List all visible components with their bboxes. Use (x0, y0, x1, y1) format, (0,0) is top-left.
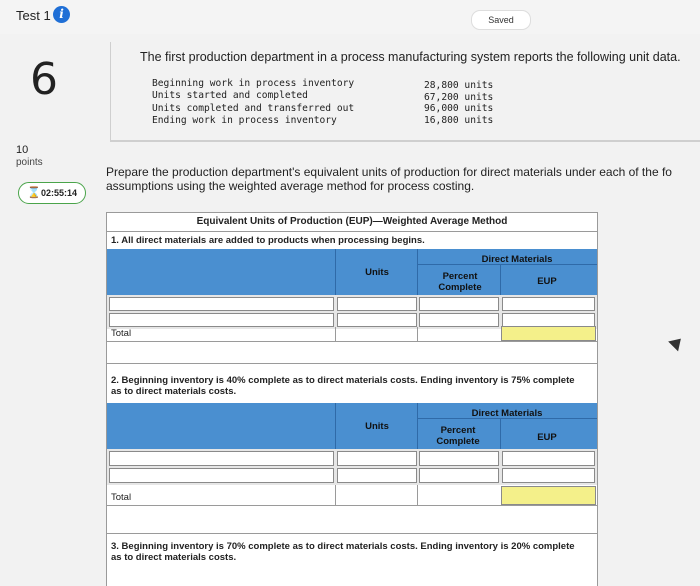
mouse-cursor-icon (668, 334, 686, 352)
direct-materials-header: Direct Materials (481, 254, 553, 265)
row-divider (107, 363, 597, 364)
top-bar (0, 0, 700, 34)
question-bottom-divider (110, 140, 700, 142)
col-divider (417, 327, 418, 341)
total-eup-input[interactable] (501, 326, 596, 341)
row-label-input[interactable] (109, 313, 334, 327)
unit-data-value: 16,800 units (424, 114, 494, 126)
row-label-input[interactable] (109, 297, 334, 311)
hourglass-icon: ⌛ (27, 187, 41, 199)
unit-data-value: 96,000 units (424, 103, 494, 115)
row-label-input[interactable] (109, 468, 334, 483)
timer[interactable] (18, 182, 86, 204)
eup-input[interactable] (502, 451, 595, 466)
percent-input[interactable] (419, 297, 499, 311)
units-header: Units (365, 267, 389, 278)
col-divider (417, 249, 418, 295)
unit-data-value: 67,200 units (424, 91, 494, 103)
part-2-label: 2. Beginning inventory is 40% complete as to direct materials costs. Ending inventory is 75% complete as to direct materials costs. (111, 375, 575, 397)
eup-header: EUP (537, 276, 557, 287)
unit-data-values (424, 80, 493, 126)
eup-input[interactable] (502, 297, 595, 311)
unit-data-label: Units started and completed (152, 90, 308, 102)
total-eup-input[interactable] (501, 486, 596, 505)
col-divider (417, 485, 418, 505)
unit-data-value: 28,800 units (424, 80, 494, 91)
col-divider (335, 327, 336, 341)
row-divider (107, 533, 597, 534)
unit-data-label: Ending work in process inventory (152, 114, 337, 126)
info-icon[interactable]: i (53, 6, 70, 23)
worksheet-title: Equivalent Units of Production (EUP)—Weighted Average Method (107, 213, 597, 232)
percent-complete-header: Percent Complete (436, 425, 480, 447)
row-divider (107, 505, 597, 506)
timer-value: 02:55:14 (41, 188, 78, 198)
units-input[interactable] (337, 297, 417, 311)
unit-data-labels (152, 78, 354, 127)
row-divider (107, 341, 597, 342)
units-input[interactable] (337, 313, 417, 327)
percent-complete-header: Percent Complete (438, 271, 482, 293)
eup-input[interactable] (502, 468, 595, 483)
unit-data-label: Units completed and transferred out (152, 102, 355, 114)
percent-input[interactable] (419, 468, 499, 483)
col-divider (500, 265, 501, 295)
question-prompt (106, 165, 700, 193)
question-number: 6 (30, 54, 58, 105)
percent-input[interactable] (419, 451, 499, 466)
units-header: Units (365, 421, 389, 432)
test-title: Test 1 (16, 8, 51, 23)
total-label: Total (111, 492, 132, 503)
row-label-input[interactable] (109, 451, 334, 466)
part-3-label: 3. Beginning inventory is 70% complete as to direct materials costs. Ending inventory is 20% complete as to direct materials costs. (111, 541, 575, 563)
units-input[interactable] (337, 468, 417, 483)
units-input[interactable] (337, 451, 417, 466)
part-1-label: 1. All direct materials are added to products when processing begins. (111, 235, 425, 246)
col-divider (500, 419, 501, 449)
question-divider (110, 42, 111, 140)
col-divider (335, 403, 336, 449)
unit-data-label: Beginning work in process inventory (152, 78, 355, 89)
percent-input[interactable] (419, 313, 499, 327)
eup-header: EUP (537, 432, 557, 443)
question-prompt-line: assumptions using the weighted average method for process costing. (106, 179, 475, 193)
direct-materials-header: Direct Materials (471, 408, 543, 419)
col-divider (335, 485, 336, 505)
total-label: Total (111, 328, 132, 339)
points-value: 10 (16, 144, 29, 156)
col-divider (335, 249, 336, 295)
question-intro: The first production department in a process manufacturing system reports the following unit data. (140, 50, 681, 64)
points-label: points (16, 157, 43, 168)
saved-status: Saved (471, 10, 531, 30)
eup-input[interactable] (502, 313, 595, 327)
question-prompt-line: Prepare the production department's equivalent units of production for direct materials under each of the fo (106, 165, 672, 179)
eup-worksheet (106, 212, 598, 586)
col-divider (417, 403, 418, 449)
